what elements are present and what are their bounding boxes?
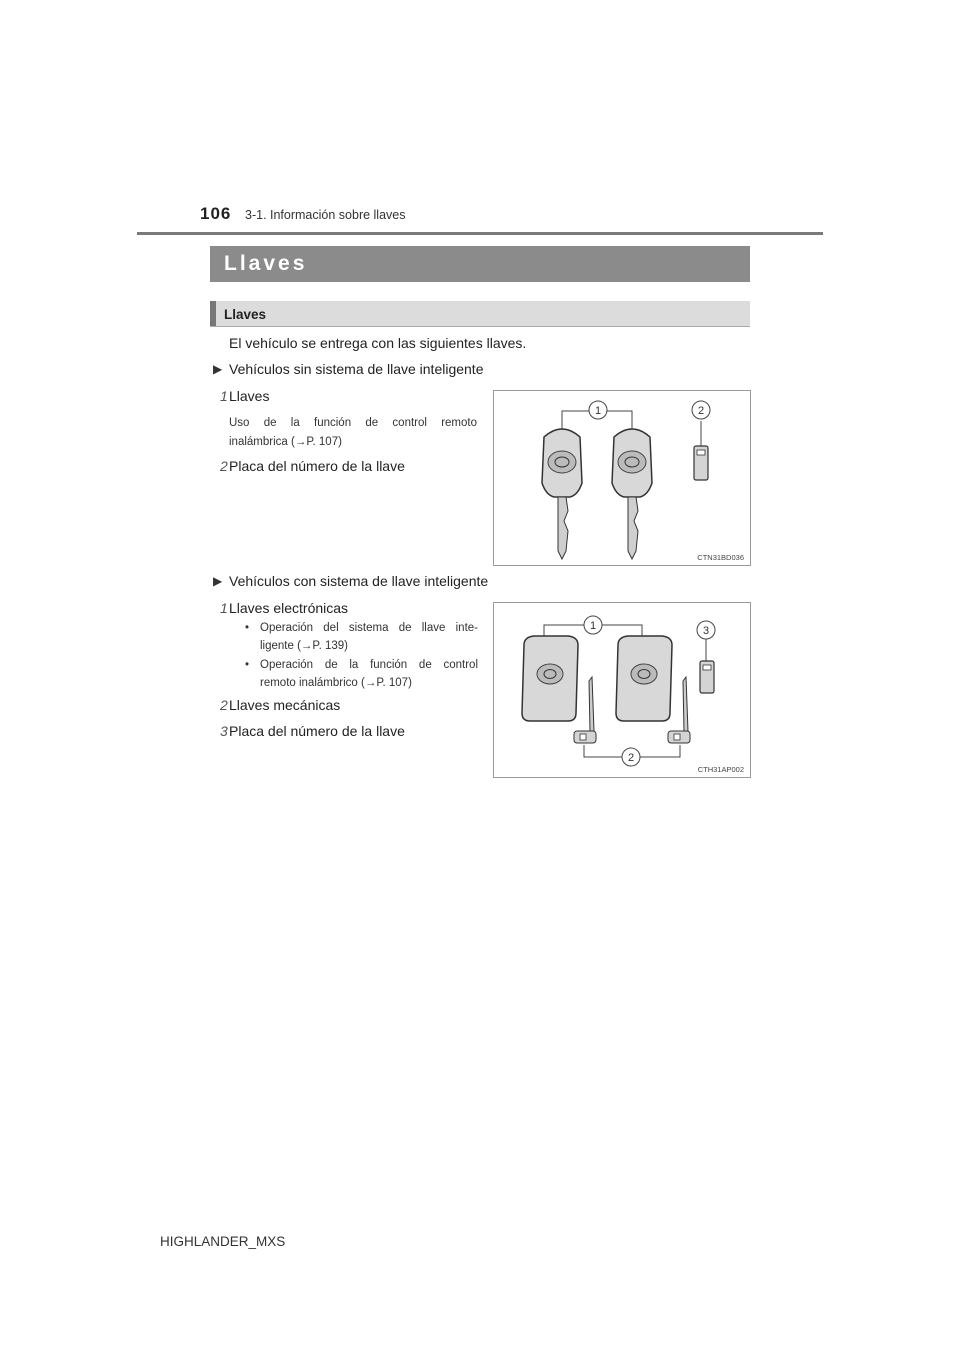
item-label: Llaves electrónicas <box>229 600 349 616</box>
title-bar <box>210 246 750 282</box>
footer-model: HIGHLANDER_MXS <box>160 1234 286 1249</box>
subsection-title: Llaves <box>224 307 267 322</box>
item-label: Llaves mecánicas <box>229 697 341 713</box>
smart-key-icon <box>616 636 672 721</box>
callout-label: 1 <box>589 620 597 632</box>
item-number: 3 <box>220 723 228 739</box>
key-number-plate-icon <box>700 661 714 693</box>
smart-keys-figure <box>493 602 751 778</box>
note-line: inalámbrica (→P. 107) <box>229 436 342 448</box>
arrow-right-icon: ▶ <box>213 574 223 588</box>
bullet-text: ligente (→P. 139) <box>260 640 349 652</box>
callout-label: 2 <box>627 752 635 764</box>
keys-illustration <box>494 391 750 565</box>
subsection-bar <box>210 301 750 327</box>
bullet-icon: • <box>245 659 250 671</box>
item-number: 1 <box>220 600 228 616</box>
figure-code: CTH31AP002 <box>697 765 744 774</box>
item-label: Placa del número de la llave <box>229 458 405 474</box>
key-number-plate-icon <box>694 446 708 480</box>
item-number: 2 <box>220 458 228 474</box>
bullet-text: remoto inalámbrico (→P. 107) <box>260 677 412 689</box>
item-label: Placa del número de la llave <box>229 723 405 739</box>
section-label: 3-1. Información sobre llaves <box>245 208 406 222</box>
intro-text: El vehículo se entrega con las siguientes llaves. <box>229 335 527 351</box>
group2-heading: Vehículos con sistema de llave inteligente <box>229 573 489 589</box>
key-icon <box>612 429 652 559</box>
bullet-text: Operación de la función de control <box>260 659 478 671</box>
group1-heading: Vehículos sin sistema de llave inteligente <box>229 361 484 377</box>
keys-figure <box>493 390 751 566</box>
note-line: Uso de la función de control remoto <box>229 417 477 429</box>
figure-code: CTN31BD036 <box>697 553 744 562</box>
callout-label: 3 <box>702 625 710 637</box>
item-number: 2 <box>220 697 228 713</box>
item-number: 1 <box>220 388 228 404</box>
header-rule <box>137 232 823 235</box>
bullet-text: Operación del sistema de llave inte- <box>260 622 478 634</box>
subsection-rule <box>210 326 750 327</box>
page-title: Llaves <box>224 252 308 275</box>
smart-key-icon <box>522 636 578 721</box>
key-icon <box>542 429 582 559</box>
subsection-accent <box>210 301 216 327</box>
item-label: Llaves <box>229 388 270 404</box>
callout-label: 1 <box>594 405 602 417</box>
smart-keys-illustration <box>494 603 750 777</box>
callout-label: 2 <box>697 405 705 417</box>
bullet-icon: • <box>245 622 250 634</box>
page-number: 106 <box>200 204 232 223</box>
arrow-right-icon: ▶ <box>213 362 223 376</box>
